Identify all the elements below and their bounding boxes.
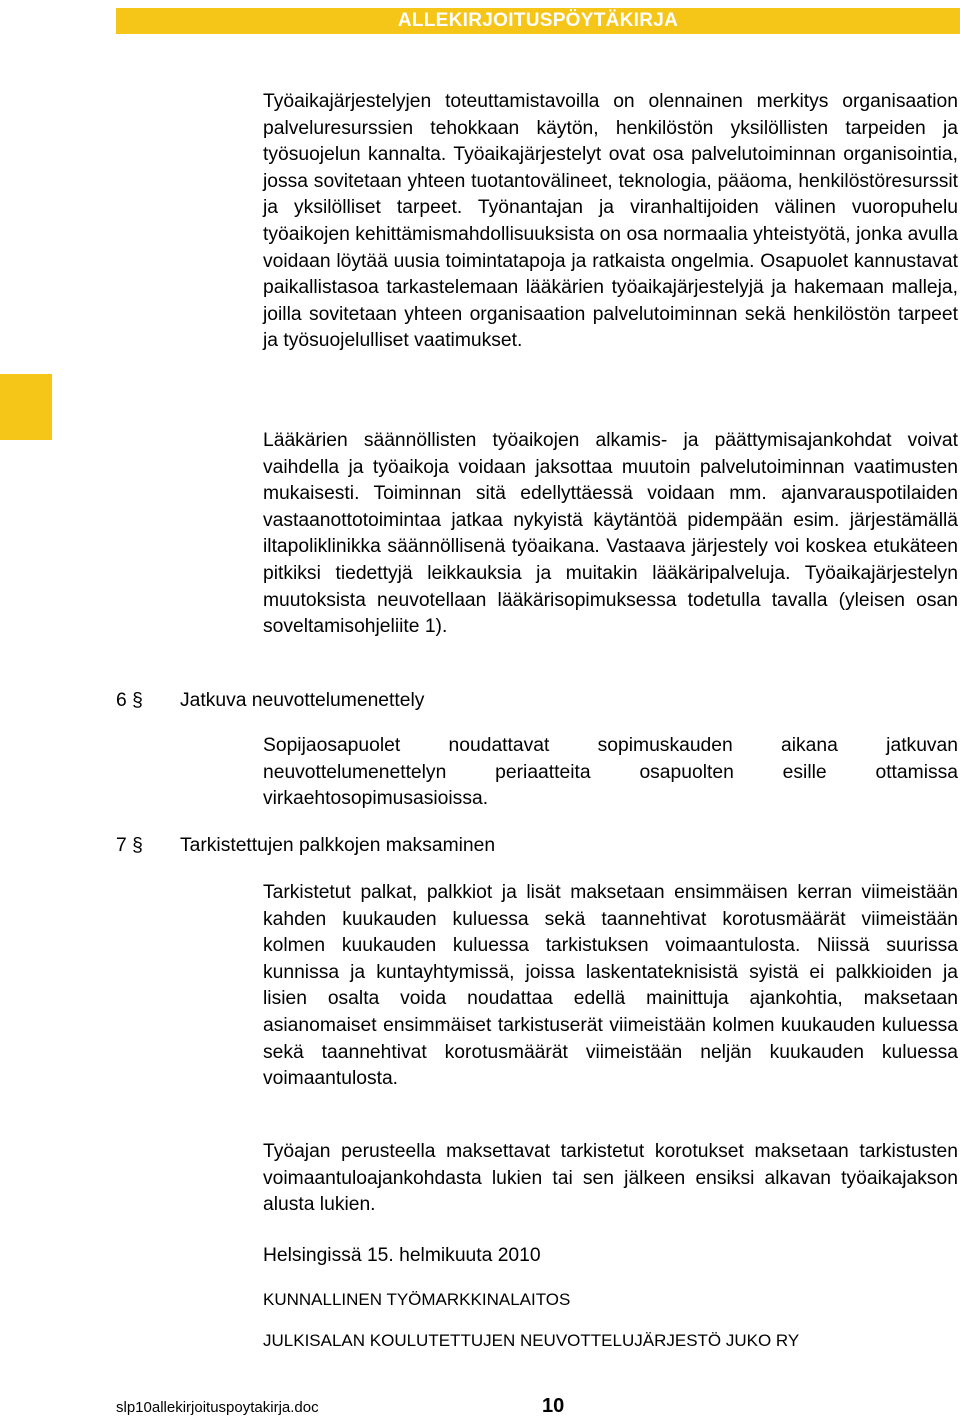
section-number: 7 §: [116, 835, 143, 856]
document-title: ALLEKIRJOITUSPÖYTÄKIRJA: [397, 10, 679, 31]
section-title: Jatkuva neuvottelumenettely: [180, 690, 425, 711]
section-heading-7: [116, 833, 495, 859]
section-7-paragraph-1: Tarkistetut palkat, palkkiot ja lisät maksetaan ensimmäisen kerran viimeistään kahden kuukauden kuluessa sekä taannehtivat korotusmäärät viimeistään kolmen kuukauden kuluessa tarkistuksen voimaantulosta. Niissä suurissa kunnissa ja kuntayhtymissä, joissa laskentateknisistä syistä ei palkkioiden ja lisien osalta voida noudattaa edellä mainittuja ajankohtia, maksetaan asianomaiset ensimmäiset tarkistuserät viimeistään kolmen kuukauden kuluessa sekä taannehtivat korotusmäärät viimeistään neljän kuukauden kuluessa voimaantulosta.: [263, 882, 958, 1090]
signature-organization-1: KUNNALLINEN TYÖMARKKINALAITOS: [263, 1290, 571, 1309]
section-heading-6: [116, 688, 424, 714]
body-paragraph-1: Työaikajärjestelyjen toteuttamistavoilla on olennainen merkitys organisaation palveluresurssien tehokkaan käytön, henkilöstön yksilöllisten tarpeiden ja työsuojelun kannalta. Työaikajärjestelyt ovat osa palvelutoiminnan organisointia, jossa sovitetaan yhteen tuotantovälineet, teknologia, pääoma, henkilöstöresurssit ja yksilölliset tarpeet. Työnantajan ja viranhaltijoiden välinen vuoropuhelu työaikojen kehittämismahdollisuuksista on osa normaalia yhteistyötä, jonka avulla voidaan löytää uusia toimintatapoja ja ratkaista ongelmia. Osapuolet kannustavat paikallistasoa tarkastelemaan lääkärien työaikajärjestelyjä ja hakemaan malleja, joilla sovitetaan yhteen organisaation palvelutoiminnan sekä henkilöstön tarpeet ja työsuojelulliset vaatimukset.: [263, 91, 958, 352]
section-title: Tarkistettujen palkkojen maksaminen: [180, 835, 496, 856]
section-7-paragraph-2: Työajan perusteella maksettavat tarkistetut korotukset maksetaan tarkistusten voimaantuloajankohdasta lukien tai sen jälkeen ensiksi alkavan työaikajakson alusta lukien.: [263, 1141, 958, 1216]
section-6-paragraph-1: Sopijaosapuolet noudattavat sopimuskauden aikana jatkuvan neuvottelumenettelyn periaatteita osapuolten esille ottamissa virkaehtosopimusasioissa.: [263, 735, 958, 810]
footer-filename: slp10allekirjoituspoytakirja.doc: [116, 1399, 319, 1416]
body-paragraph-2: Lääkärien säännöllisten työaikojen alkamis- ja päättymisajankohdat voivat vaihdella ja työaikoja voidaan jaksottaa muutoin palvelutoiminnan vaatimusten mukaisesti. Toiminnan sitä edellyttäessä voidaan mm. ajanvarauspotilaiden vastaanottotoimintaa jatkaa nykyistä käytäntöä pidempään esim. järjestämällä iltapoliklinikka säännöllisenä työaikana. Vastaava järjestely voi koskea etukäteen pitkiksi tiedettyjä leikkauksia ja muitakin lääkäripalveluja. Työaikajärjestelyn muutoksista neuvotellaan lääkärisopimuksessa todetulla tavalla (yleisen osan soveltamisohjeliite 1).: [263, 430, 958, 638]
side-marker: [0, 374, 52, 440]
section-number: 6 §: [116, 690, 143, 711]
signature-place-date: Helsingissä 15. helmikuuta 2010: [263, 1245, 541, 1266]
signature-organization-2: JULKISALAN KOULUTETTUJEN NEUVOTTELUJÄRJESTÖ JUKO RY: [263, 1331, 800, 1350]
header-bar: [116, 8, 960, 34]
page-number: 10: [542, 1395, 565, 1417]
